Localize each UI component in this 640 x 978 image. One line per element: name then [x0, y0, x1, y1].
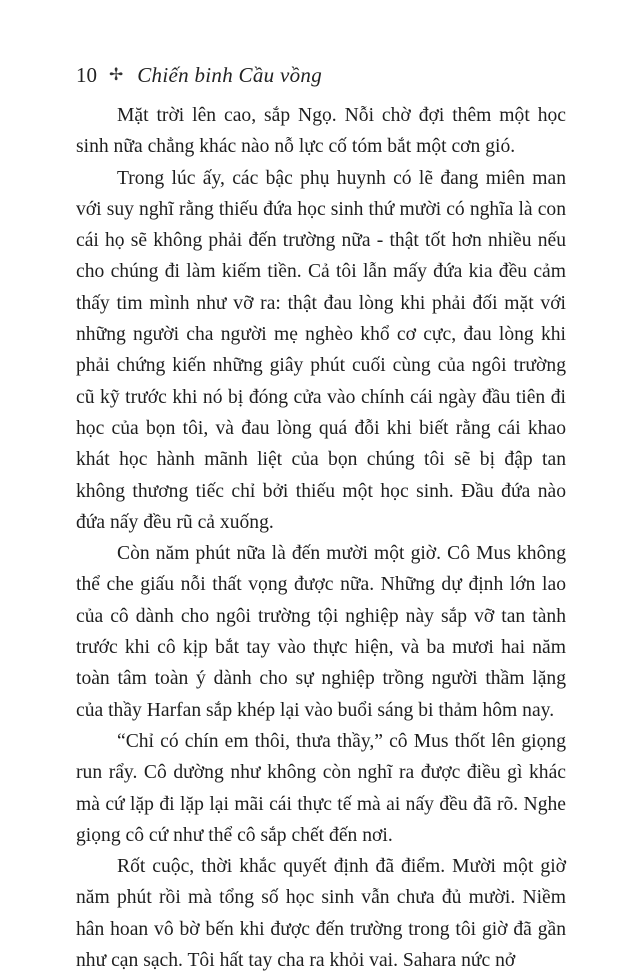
paragraph: Rốt cuộc, thời khắc quyết định đã điểm. Mười một giờ năm phút rồi mà tổng số học sinh vẫn chưa đủ mười. Niềm hân hoan vô bờ bến khi được đến trường trong tôi giờ đã gần như cạn sạch. Tôi hất tay cha ra khỏi vai. Sahara nức nở [76, 856, 566, 972]
paragraph: Mặt trời lên cao, sắp Ngọ. Nỗi chờ đợi thêm một học sinh nữa chẳng khác nào nỗ lực cố tóm bắt một cơn gió. [76, 105, 566, 158]
body-text [76, 100, 566, 976]
paragraph: “Chỉ có chín em thôi, thưa thầy,” cô Mus thốt lên giọng run rẩy. Cô dường như không còn nghĩ ra được điều gì khác mà cứ lặp đi lặp lại mãi cái thực tế mà ai nấy đều đã rõ. Nghe giọng cô cứ như thể cô sắp chết đến nơi. [76, 730, 566, 846]
ornament-icon: ✢ [109, 65, 124, 85]
running-header [76, 60, 322, 90]
paragraph: Trong lúc ấy, các bậc phụ huynh có lẽ đang miên man với suy nghĩ rằng thiếu đứa học sinh thứ mười có nghĩa là con cái họ sẽ không phải đến trường nữa - thật tốt hơn nhiều nếu cho chúng đi làm kiếm tiền. Cả tôi lẫn mấy đứa kia đều cảm thấy tim mình như vỡ ra: thật đau lòng khi phải đối mặt với những người cha người mẹ nghèo khổ cơ cực, đau lòng khi phải chứng kiến những giây phút cuối cùng của ngôi trường cũ kỹ trước khi nó bị đóng cửa vào chính cái ngày đầu tiên đi học của bọn tôi, và đau lòng quá đỗi khi biết rằng cái khao khát học hành mãnh liệt của bọn chúng tôi sẽ bị đập tan không thương tiếc chỉ bởi thiếu một học sinh. Đầu đứa nào đứa nấy đều rũ cả xuống. [76, 167, 566, 533]
book-title: Chiến binh Cầu vồng [137, 62, 323, 87]
page-number: 10 [76, 62, 97, 87]
paragraph: Còn năm phút nữa là đến mười một giờ. Cô Mus không thể che giấu nỗi thất vọng được nữa. Những dự định lớn lao của cô dành cho ngôi trường tội nghiệp này sắp vỡ tan tành trước khi cô kịp bắt tay vào thực hiện, và ba mươi hai năm toàn tâm toàn ý dành cho sự nghiệp trồng người thầm lặng của thầy Harfan sắp khép lại vào buổi sáng bi thảm hôm nay. [76, 543, 566, 721]
